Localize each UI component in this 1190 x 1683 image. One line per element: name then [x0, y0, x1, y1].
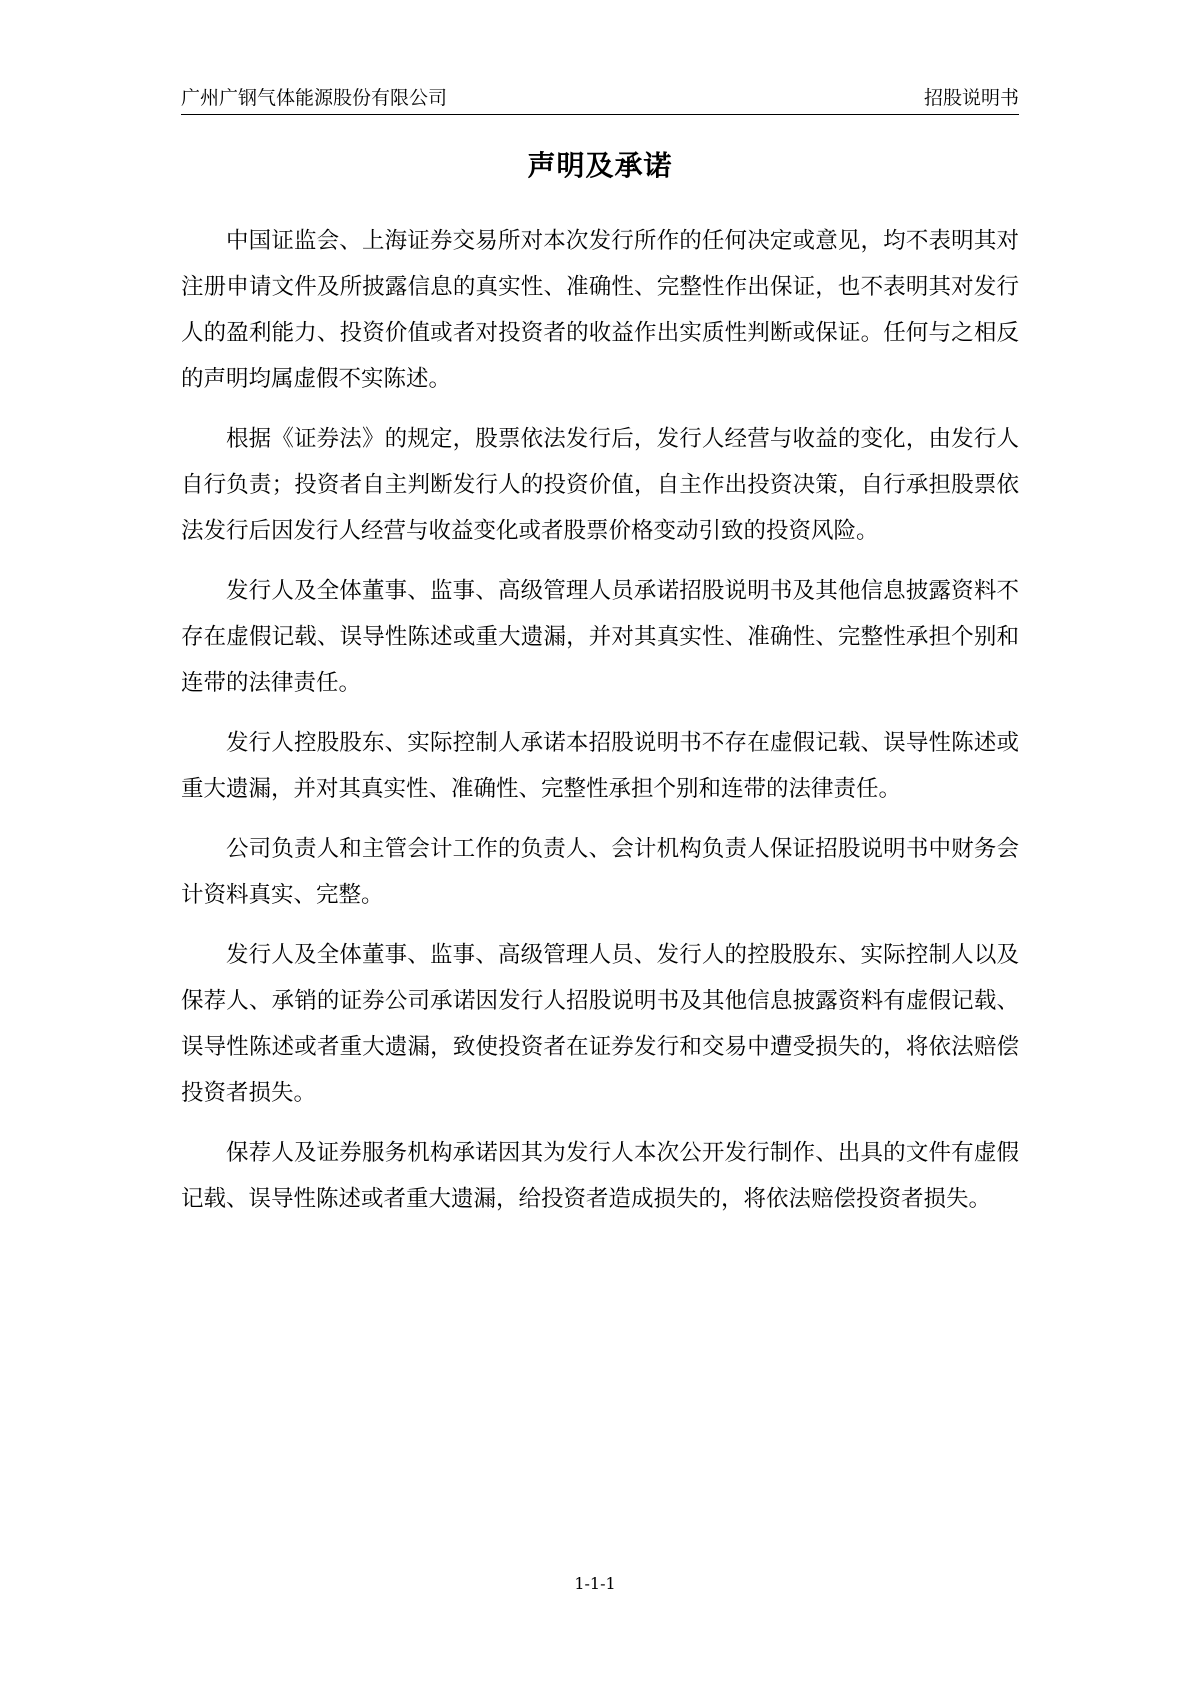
page-number: 1-1-1 — [574, 1574, 616, 1593]
paragraph: 保荐人及证券服务机构承诺因其为发行人本次公开发行制作、出具的文件有虚假记载、误导性陈述或者重大遗漏，给投资者造成损失的，将依法赔偿投资者损失。 — [181, 1140, 1019, 1212]
document-body — [181, 218, 1019, 1236]
paragraph: 中国证监会、上海证券交易所对本次发行所作的任何决定或意见，均不表明其对注册申请文件及所披露信息的真实性、准确性、完整性作出保证，也不表明其对发行人的盈利能力、投资价值或者对投资者的收益作出实质性判断或保证。任何与之相反的声明均属虚假不实陈述。 — [181, 228, 1019, 392]
section-title: 声明及承诺 — [527, 149, 673, 182]
header-company-name: 广州广钢气体能源股份有限公司 — [181, 87, 448, 109]
paragraph: 发行人及全体董事、监事、高级管理人员承诺招股说明书及其他信息披露资料不存在虚假记载、误导性陈述或重大遗漏，并对其真实性、准确性、完整性承担个别和连带的法律责任。 — [181, 578, 1019, 696]
header-document-type: 招股说明书 — [923, 87, 1019, 109]
page-header — [181, 86, 1019, 115]
paragraph: 发行人及全体董事、监事、高级管理人员、发行人的控股股东、实际控制人以及保荐人、承销的证券公司承诺因发行人招股说明书及其他信息披露资料有虚假记载、误导性陈述或者重大遗漏，致使投资者在证券发行和交易中遭受损失的，将依法赔偿投资者损失。 — [181, 942, 1019, 1106]
paragraph: 公司负责人和主管会计工作的负责人、会计机构负责人保证招股说明书中财务会计资料真实、完整。 — [181, 836, 1019, 908]
paragraph: 发行人控股股东、实际控制人承诺本招股说明书不存在虚假记载、误导性陈述或重大遗漏，并对其真实性、准确性、完整性承担个别和连带的法律责任。 — [181, 730, 1019, 802]
paragraph: 根据《证券法》的规定，股票依法发行后，发行人经营与收益的变化，由发行人自行负责；投资者自主判断发行人的投资价值，自主作出投资决策，自行承担股票依法发行后因发行人经营与收益变化或者股票价格变动引致的投资风险。 — [181, 426, 1019, 544]
